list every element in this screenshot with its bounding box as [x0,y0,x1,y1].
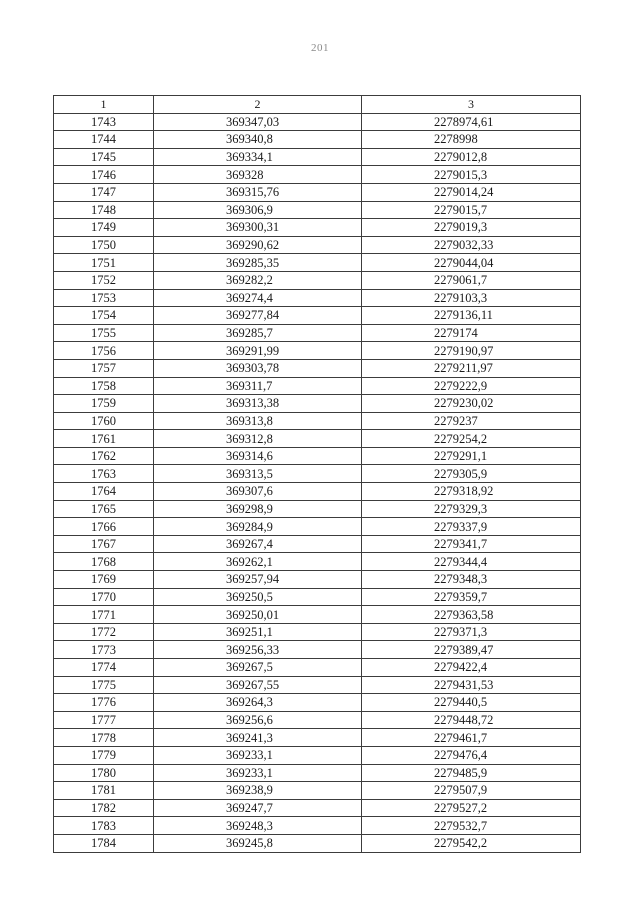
y-coordinate-cell: 2279254,2 [362,430,581,448]
table-row [54,483,581,501]
header-row [54,96,581,114]
y-coordinate-cell: 2279318,92 [362,483,581,501]
point-number-cell: 1771 [54,606,154,624]
table-row [54,746,581,764]
y-coordinate-cell: 2279211,97 [362,359,581,377]
table-row [54,342,581,360]
point-number-cell: 1767 [54,535,154,553]
x-coordinate-cell: 369256,6 [154,711,362,729]
x-coordinate-cell: 369257,94 [154,571,362,589]
y-coordinate-cell: 2279222,9 [362,377,581,395]
table-row [54,395,581,413]
x-coordinate-cell: 369285,35 [154,254,362,272]
y-coordinate-cell: 2278998 [362,131,581,149]
table-row [54,113,581,131]
table-row [54,271,581,289]
point-number-cell: 1761 [54,430,154,448]
point-number-cell: 1756 [54,342,154,360]
table-row [54,711,581,729]
y-coordinate-cell: 2279389,47 [362,641,581,659]
table-row [54,834,581,852]
point-number-cell: 1769 [54,571,154,589]
table-row [54,183,581,201]
y-coordinate-cell: 2279012,8 [362,148,581,166]
x-coordinate-cell: 369251,1 [154,623,362,641]
x-coordinate-cell: 369256,33 [154,641,362,659]
point-number-cell: 1766 [54,518,154,536]
table-header [54,96,581,114]
point-number-cell: 1759 [54,395,154,413]
table-row [54,254,581,272]
y-coordinate-cell: 2279015,7 [362,201,581,219]
table-row [54,465,581,483]
table-row [54,729,581,747]
x-coordinate-cell: 369313,8 [154,412,362,430]
point-number-cell: 1770 [54,588,154,606]
y-coordinate-cell: 2279337,9 [362,518,581,536]
table-row [54,377,581,395]
y-coordinate-cell: 2279344,4 [362,553,581,571]
y-coordinate-cell: 2279359,7 [362,588,581,606]
y-coordinate-cell: 2279422,4 [362,659,581,677]
point-number-cell: 1757 [54,359,154,377]
y-coordinate-cell: 2278974,61 [362,113,581,131]
x-coordinate-cell: 369314,6 [154,447,362,465]
table-row [54,131,581,149]
table-row [54,535,581,553]
y-coordinate-cell: 2279348,3 [362,571,581,589]
y-coordinate-cell: 2279174 [362,324,581,342]
point-number-cell: 1750 [54,236,154,254]
x-coordinate-cell: 369241,3 [154,729,362,747]
table-row [54,676,581,694]
point-number-cell: 1745 [54,148,154,166]
x-coordinate-cell: 369340,8 [154,131,362,149]
point-number-cell: 1783 [54,817,154,835]
y-coordinate-cell: 2279371,3 [362,623,581,641]
x-coordinate-cell: 369277,84 [154,307,362,325]
y-coordinate-cell: 2279507,9 [362,782,581,800]
x-coordinate-cell: 369274,4 [154,289,362,307]
y-coordinate-cell: 2279237 [362,412,581,430]
x-coordinate-cell: 369248,3 [154,817,362,835]
x-coordinate-cell: 369245,8 [154,834,362,852]
point-number-cell: 1772 [54,623,154,641]
table-row [54,588,581,606]
x-coordinate-cell: 369290,62 [154,236,362,254]
table-row [54,641,581,659]
y-coordinate-cell: 2279476,4 [362,746,581,764]
x-coordinate-cell: 369291,99 [154,342,362,360]
table-body [54,113,581,852]
point-number-cell: 1781 [54,782,154,800]
point-number-cell: 1773 [54,641,154,659]
y-coordinate-cell: 2279230,02 [362,395,581,413]
x-coordinate-cell: 369298,9 [154,500,362,518]
point-number-cell: 1749 [54,219,154,237]
x-coordinate-cell: 369347,03 [154,113,362,131]
x-coordinate-cell: 369315,76 [154,183,362,201]
table-row [54,571,581,589]
point-number-cell: 1780 [54,764,154,782]
y-coordinate-cell: 2279014,24 [362,183,581,201]
table-row [54,659,581,677]
x-coordinate-cell: 369300,31 [154,219,362,237]
y-coordinate-cell: 2279015,3 [362,166,581,184]
point-number-cell: 1784 [54,834,154,852]
point-number-cell: 1760 [54,412,154,430]
y-coordinate-cell: 2279291,1 [362,447,581,465]
x-coordinate-cell: 369267,5 [154,659,362,677]
table-row [54,518,581,536]
table-row [54,289,581,307]
point-number-cell: 1782 [54,799,154,817]
x-coordinate-cell: 369311,7 [154,377,362,395]
y-coordinate-cell: 2279341,7 [362,535,581,553]
y-coordinate-cell: 2279363,58 [362,606,581,624]
table-row [54,307,581,325]
table-row [54,148,581,166]
point-number-cell: 1777 [54,711,154,729]
table-row [54,694,581,712]
y-coordinate-cell: 2279431,53 [362,676,581,694]
x-coordinate-cell: 369312,8 [154,430,362,448]
point-number-cell: 1754 [54,307,154,325]
point-number-cell: 1765 [54,500,154,518]
table-row [54,236,581,254]
y-coordinate-cell: 2279532,7 [362,817,581,835]
table-row [54,817,581,835]
table-row [54,412,581,430]
x-coordinate-cell: 369282,2 [154,271,362,289]
point-number-cell: 1744 [54,131,154,149]
table-row [54,430,581,448]
table-row [54,324,581,342]
point-number-cell: 1748 [54,201,154,219]
y-coordinate-cell: 2279461,7 [362,729,581,747]
point-number-cell: 1751 [54,254,154,272]
table-row [54,166,581,184]
table-row [54,219,581,237]
point-number-cell: 1758 [54,377,154,395]
column-header-point-number: 1 [54,96,154,114]
x-coordinate-cell: 369307,6 [154,483,362,501]
y-coordinate-cell: 2279329,3 [362,500,581,518]
point-number-cell: 1775 [54,676,154,694]
point-number-cell: 1774 [54,659,154,677]
x-coordinate-cell: 369264,3 [154,694,362,712]
x-coordinate-cell: 369313,38 [154,395,362,413]
x-coordinate-cell: 369306,9 [154,201,362,219]
table-row [54,799,581,817]
point-number-cell: 1752 [54,271,154,289]
y-coordinate-cell: 2279448,72 [362,711,581,729]
table-row [54,782,581,800]
point-number-cell: 1753 [54,289,154,307]
page-number: 201 [311,42,329,54]
x-coordinate-cell: 369284,9 [154,518,362,536]
point-number-cell: 1755 [54,324,154,342]
x-coordinate-cell: 369250,5 [154,588,362,606]
point-number-cell: 1768 [54,553,154,571]
y-coordinate-cell: 2279485,9 [362,764,581,782]
x-coordinate-cell: 369238,9 [154,782,362,800]
coordinates-table [53,95,581,853]
y-coordinate-cell: 2279061,7 [362,271,581,289]
y-coordinate-cell: 2279440,5 [362,694,581,712]
y-coordinate-cell: 2279044,04 [362,254,581,272]
table-row [54,500,581,518]
x-coordinate-cell: 369233,1 [154,764,362,782]
point-number-cell: 1762 [54,447,154,465]
x-coordinate-cell: 369328 [154,166,362,184]
table-row [54,764,581,782]
y-coordinate-cell: 2279103,3 [362,289,581,307]
x-coordinate-cell: 369334,1 [154,148,362,166]
x-coordinate-cell: 369267,55 [154,676,362,694]
point-number-cell: 1778 [54,729,154,747]
x-coordinate-cell: 369313,5 [154,465,362,483]
table-row [54,447,581,465]
x-coordinate-cell: 369285,7 [154,324,362,342]
y-coordinate-cell: 2279190,97 [362,342,581,360]
point-number-cell: 1779 [54,746,154,764]
x-coordinate-cell: 369250,01 [154,606,362,624]
y-coordinate-cell: 2279305,9 [362,465,581,483]
column-header-x-coordinate: 2 [154,96,362,114]
point-number-cell: 1776 [54,694,154,712]
table-row [54,623,581,641]
x-coordinate-cell: 369303,78 [154,359,362,377]
y-coordinate-cell: 2279032,33 [362,236,581,254]
y-coordinate-cell: 2279136,11 [362,307,581,325]
column-header-y-coordinate: 3 [362,96,581,114]
table-row [54,553,581,571]
y-coordinate-cell: 2279542,2 [362,834,581,852]
point-number-cell: 1764 [54,483,154,501]
x-coordinate-cell: 369233,1 [154,746,362,764]
point-number-cell: 1763 [54,465,154,483]
y-coordinate-cell: 2279527,2 [362,799,581,817]
y-coordinate-cell: 2279019,3 [362,219,581,237]
table-row [54,201,581,219]
x-coordinate-cell: 369247,7 [154,799,362,817]
point-number-cell: 1747 [54,183,154,201]
x-coordinate-cell: 369262,1 [154,553,362,571]
table-row [54,606,581,624]
table-row [54,359,581,377]
x-coordinate-cell: 369267,4 [154,535,362,553]
point-number-cell: 1743 [54,113,154,131]
point-number-cell: 1746 [54,166,154,184]
